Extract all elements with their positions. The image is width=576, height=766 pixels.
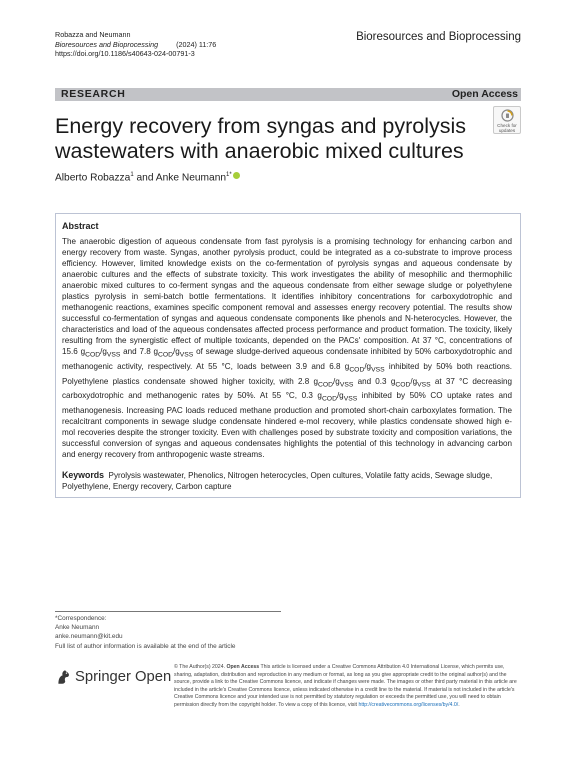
- author-name[interactable]: Anke Neumann: [155, 172, 227, 184]
- article-type-band: [55, 88, 521, 101]
- keywords: [62, 470, 512, 492]
- license-open-access: Open Access: [226, 664, 260, 670]
- unit-expression: $g_{COD}/g_{VSS}$: [313, 376, 354, 389]
- badge-line-1: Check for: [497, 123, 517, 128]
- meta-authors: Robazza and Neumann: [55, 30, 131, 39]
- meta-journal-line: [55, 40, 216, 50]
- abstract-segment: of sewage sludge-derived aqueous condensate inhibited by 50% carboxydotrophic and methanogenic activity, respectively. At 55 °C, loads between 3.9 and 6.8: [62, 347, 512, 372]
- article-type-label: RESEARCH: [61, 88, 126, 100]
- author-name[interactable]: Alberto Robazza: [55, 172, 131, 184]
- check-for-updates-text: [494, 123, 520, 133]
- footnote-separator: [55, 611, 281, 612]
- author-info-note: Full list of author information is available at the end of the article: [55, 642, 236, 650]
- article-meta: [55, 30, 216, 59]
- abstract-text: [62, 236, 512, 460]
- running-journal-title: Bioresources and Bioprocessing: [356, 31, 521, 43]
- abstract-segment: and 0.3: [353, 376, 391, 386]
- correspondence-name: Anke Neumann: [55, 624, 100, 632]
- orcid-icon[interactable]: [233, 172, 240, 179]
- publisher-logo[interactable]: [55, 667, 172, 689]
- abstract-segment: inhibited by 50% both reactions. Polyethylene plastics condensate showed higher toxicity, with 2.8: [62, 362, 513, 386]
- correspondence-email[interactable]: anke.neumann@kit.edu: [55, 633, 123, 641]
- meta-year-volume: (2024) 11:76: [176, 39, 217, 49]
- publisher-name: Springer Open: [75, 669, 172, 685]
- keywords-list: Pyrolysis wastewater, Phenolics, Nitrogen heterocycles, Open cultures, Volatile fatty acids, Sewage sludge, Polyethylene, Energy recovery, Carbon capture: [62, 471, 493, 491]
- abstract-segment: and 7.8: [120, 347, 154, 357]
- abstract-segment: at 37 °C decreasing carboxydotrophic and methanogenic rates by 50%. At 55 °C, 0.3: [62, 376, 512, 401]
- unit-expression: $g_{COD}/g_{VSS}$: [153, 347, 194, 360]
- license-segment: This article is licensed under a Creative Commons Attribution 4.0 International License, which permits use, sharing, adaptation, distribution and reproduction in any medium or format, as long as you give appropriate credit to the original author(s) and the source, provide a link to the Creative Commons licence, and indicate if changes were made. The images or other third party material in this article are included in the article's Creative Commons licence, unless indicated otherwise in a credit line to the material. If material is not included in the article's Creative Commons licence and your intended use is not permitted by statutory regulation or exceeds the permitted use, you will need to obtain permission directly from the copyright holder. To view a copy of this licence, visit: [174, 664, 517, 708]
- license-text: [174, 664, 522, 709]
- affiliation-marker: 1: [130, 172, 134, 178]
- article-title: Energy recovery from syngas and pyrolysis wastewaters with anaerobic mixed cultures: [55, 114, 467, 163]
- check-for-updates-badge[interactable]: [493, 106, 521, 134]
- keywords-label: Keywords: [62, 470, 105, 480]
- meta-doi[interactable]: https://doi.org/10.1186/s40643-024-00791-3: [55, 49, 195, 59]
- badge-line-2: updates: [498, 128, 516, 133]
- license-link[interactable]: http://creativecommons.org/licenses/by/4.0/: [358, 701, 459, 708]
- springer-horse-icon: [55, 668, 72, 686]
- unit-expression: $g_{COD}/g_{VSS}$: [390, 376, 431, 389]
- license-segment: .: [458, 701, 460, 708]
- meta-journal: Bioresources and Bioprocessing: [55, 39, 159, 49]
- author-list: [55, 172, 240, 183]
- author-conjunction: and: [136, 172, 154, 184]
- check-for-updates-icon: [501, 109, 514, 122]
- abstract-segment: The anaerobic digestion of aqueous condensate from fast pyrolysis is a promising technology for enhancing carbon and energy recovery from waste. Syngas, another pyrolysis product, could be integrated as a co-substrate to improve process efficiency. However, limited knowledge exists on the co-fermentation of pyrolysis syngas and aqueous condensate by anaerobic cultures and the effects of substrate toxicity. This work investigates the ability of mesophilic and thermophilic anaerobic mixed cultures to co-ferment syngas and the aqueous condensate from either sewage sludge or polyethylene plastics pyrolysis in semi-batch bottle fermentations. It identifies inhibitory concentrations for carboxydotrophic and methanogenic reactions, examines specific component removal and assesses energy recovery potential. The results show successful co-fermentation of syngas and aqueous condensate components like phenols and N-heterocycles. However, the characteristics and load of the aqueous condensates affected process performance and product formation. The toxicity, likely resulting from the synergistic effect of multiple toxicants, depended on the PACs' composition. At 37 °C, concentrations of 15.6: [62, 237, 512, 357]
- correspondence-footnote: [55, 614, 235, 651]
- license-segment: © The Author(s) 2024.: [174, 664, 227, 670]
- abstract-heading: Abstract: [62, 221, 99, 231]
- affiliation-marker: 1*: [226, 172, 232, 178]
- abstract-segment: inhibited by 50% CO uptake rates and methanogenesis. Increasing PAC loads reduced methane production and promoted short-chain carboxylates formation. The recalcitrant components in sewage sludge condensate hindered e-mol recovery, while plastics condensate showed high e-mol recoveries despite the stronger toxicity. Even with challenges posed by substrate toxicity and composition variations, the successful conversion of syngas and aqueous condensates highlights the potential of this technology in advancing carbon and energy recovery from anthropogenic waste streams.: [62, 391, 513, 460]
- unit-expression: $g_{COD}/g_{VSS}$: [80, 347, 121, 360]
- open-access-label: Open Access: [451, 88, 518, 100]
- abstract-box: [55, 213, 521, 498]
- unit-expression: $g_{COD}/g_{VSS}$: [317, 391, 358, 404]
- correspondence-label: *Correspondence:: [55, 615, 107, 622]
- unit-expression: $g_{COD}/g_{VSS}$: [344, 362, 385, 374]
